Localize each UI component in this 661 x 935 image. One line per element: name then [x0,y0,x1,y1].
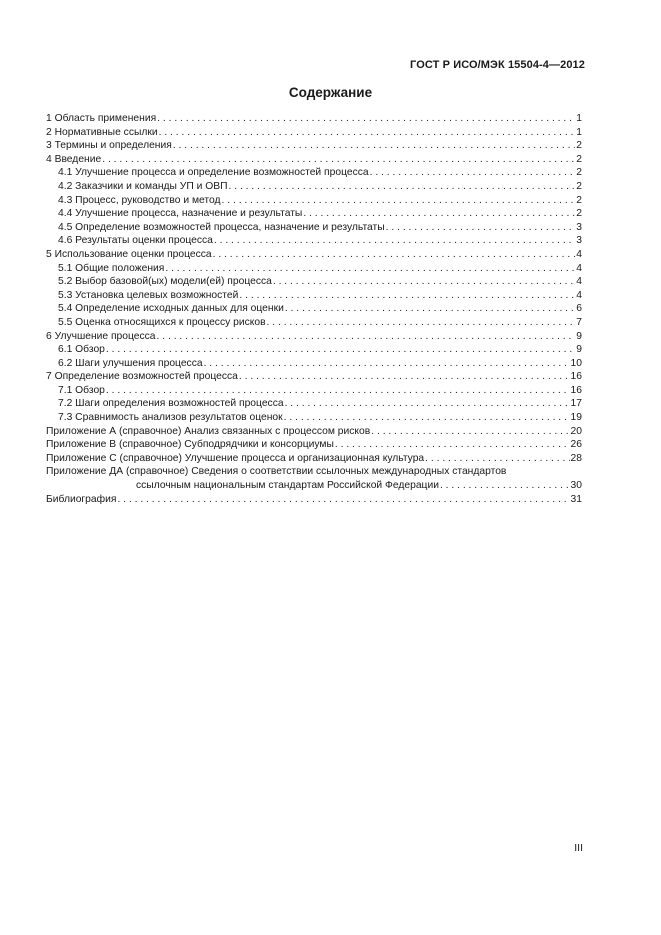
toc-entry[interactable] [46,370,582,384]
toc-leader-dots [440,479,570,493]
toc-entry-title: 4.2 Заказчики и команды УП и ОВП [58,180,228,192]
toc-entry-title: 5.2 Выбор базовой(ых) модели(ей) процесса [58,276,272,288]
toc-leader-dots [371,425,569,439]
toc-entry-title: 7.1 Обзор [58,384,105,396]
toc-entry[interactable] [46,465,582,479]
toc-entry[interactable] [46,411,582,425]
toc-entry-page: 2 [576,167,582,179]
toc-entry-title: Приложение ДА (справочное) Сведения о соответствии ссылочных международных стандартов [46,466,507,478]
toc-entry-title: 6 Улучшение процесса [46,330,156,342]
toc-leader-dots [239,370,570,384]
toc-entry-title: 5.5 Оценка относящихся к процессу рисков [58,316,266,328]
toc-leader-dots [213,248,576,262]
toc-leader-dots [157,330,576,344]
toc-entry[interactable] [46,112,582,126]
toc-entry[interactable] [46,153,582,167]
toc-leader-dots [159,126,576,140]
toc-entry-title: 7 Определение возможностей процесса [46,371,238,383]
toc-leader-dots [285,397,570,411]
toc-leader-dots [214,234,575,248]
toc-entry[interactable] [46,221,582,235]
toc-leader-dots [229,180,576,194]
toc-entry[interactable] [46,302,582,316]
toc-entry-page: 1 [576,113,582,124]
toc-leader-dots [222,194,576,208]
toc-entry-page: 9 [576,344,582,356]
toc-leader-dots [204,357,570,371]
toc-entry[interactable] [46,493,582,507]
toc-entry-page: 16 [570,384,582,396]
toc-entry-page: 19 [570,412,582,424]
toc-entry-page: 2 [576,180,582,192]
toc-entry-title: 4.5 Определение возможностей процесса, назначение и результаты [58,221,385,233]
toc-entry[interactable] [46,275,582,289]
toc-entry-title: 6.1 Обзор [58,344,105,356]
toc-entry-page: 3 [576,235,582,247]
toc-entry[interactable] [46,207,582,221]
toc-entry-title: 5.4 Определение исходных данных для оценки [58,303,284,315]
toc-entry-page: 4 [576,289,582,301]
toc-entry-title: 4 Введение [46,153,102,165]
toc-entry[interactable] [46,438,582,452]
toc-entry-page: 4 [576,262,582,274]
toc-entry-page: 2 [576,153,582,165]
toc-entry[interactable] [46,248,582,262]
toc-entry-page: 9 [576,330,582,342]
toc-entry-page: 7 [576,316,582,328]
toc-entry[interactable] [46,126,582,140]
toc-entry-title: 5 Использование оценки процесса [46,248,212,260]
toc-entry[interactable] [46,357,582,371]
toc-entry[interactable] [46,384,582,398]
toc-entry-title: Приложение А (справочное) Анализ связанных с процессом рисков [46,425,371,437]
toc-entry[interactable] [46,316,582,330]
toc-leader-dots [425,452,569,466]
toc-entry-title: 4.6 Результаты оценки процесса [58,235,213,247]
toc-entry-title: 5.3 Установка целевых возможностей [58,289,239,301]
toc-entry[interactable] [46,479,582,493]
toc-leader-dots [102,153,575,167]
toc-entry-title: 3 Термины и определения [46,140,172,152]
toc-entry-page: 4 [576,276,582,288]
toc-entry-page: 1 [576,126,582,138]
toc-leader-dots [285,302,575,316]
toc-entry[interactable] [46,289,582,303]
toc-entry-title: Приложение В (справочное) Субподрядчики и консорциумы [46,439,334,451]
toc-entry-page: 30 [570,480,582,492]
toc-entry-title: 7.3 Сравнимость анализов результатов оценок [58,412,283,424]
toc-leader-dots [273,275,575,289]
toc-entry-page: 2 [576,208,582,220]
toc-entry-page: 17 [570,398,582,410]
document-id-header: ГОСТ Р ИСО/МЭК 15504-4—2012 [410,59,585,71]
toc-entry[interactable] [46,234,582,248]
toc-leader-dots [117,493,569,507]
toc-entry-page: 2 [576,194,582,206]
toc-entry[interactable] [46,166,582,180]
toc-entry-page: 16 [570,371,582,383]
toc-leader-dots [284,411,570,425]
toc-leader-dots [106,384,570,398]
table-of-contents [46,112,582,506]
toc-leader-dots [157,112,575,126]
toc-entry-page: 4 [576,248,582,260]
toc-entry-title: Приложение С (справочное) Улучшение процесса и организационная культура [46,452,425,464]
toc-entry-title: 6.2 Шаги улучшения процесса [58,357,203,369]
toc-entry-title: 4.1 Улучшение процесса и определение возможностей процесса [58,167,369,179]
toc-leader-dots [267,316,576,330]
toc-entry[interactable] [46,452,582,466]
toc-entry[interactable] [46,180,582,194]
page-number: III [574,842,583,854]
toc-entry-title: 4.4 Улучшение процесса, назначение и результаты [58,208,303,220]
toc-leader-dots [106,343,575,357]
toc-leader-dots [239,289,575,303]
toc-entry[interactable] [46,343,582,357]
toc-leader-dots [303,207,575,221]
toc-entry-page: 10 [570,357,582,369]
toc-entry-title: 2 Нормативные ссылки [46,126,158,138]
toc-entry-page: 6 [576,303,582,315]
toc-entry[interactable] [46,425,582,439]
toc-entry-page: 26 [570,439,582,451]
toc-entry[interactable] [46,262,582,276]
toc-entry-title: Библиография [46,493,117,505]
toc-leader-dots [370,166,576,180]
toc-entry-page: 3 [576,221,582,233]
toc-entry[interactable] [46,194,582,208]
toc-entry-title: 7.2 Шаги определения возможностей процесса [58,398,284,410]
toc-leader-dots [386,221,576,235]
toc-leader-dots [165,262,575,276]
toc-entry-page: 2 [576,140,582,152]
toc-entry[interactable] [46,397,582,411]
toc-entry-title: 5.1 Общие положения [58,262,165,274]
toc-entry[interactable] [46,330,582,344]
toc-entry-page: 28 [570,452,582,464]
toc-entry-title: 4.3 Процесс, руководство и метод [58,194,221,206]
toc-entry[interactable] [46,139,582,153]
toc-entry-page: 20 [570,425,582,437]
toc-leader-dots [335,438,570,452]
toc-entry-title: 1 Область применения [46,113,157,124]
toc-leader-dots [173,139,575,153]
toc-entry-page: 31 [570,493,582,505]
toc-entry-title: ссылочным национальным стандартам Российской Федерации [136,480,439,492]
page-title: Содержание [288,85,373,100]
